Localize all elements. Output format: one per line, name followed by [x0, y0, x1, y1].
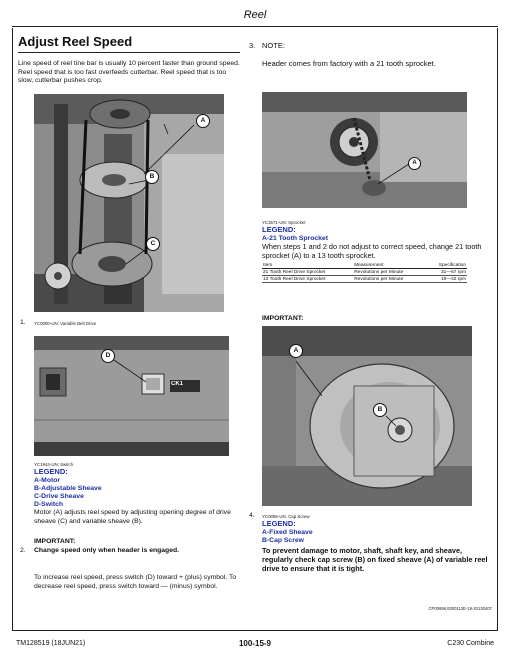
fig4-callout-a: A: [289, 344, 303, 358]
steps-paragraph: When steps 1 and 2 do not adjust to correct speed, change 21 tooth sprocket (A) to a 13 tooth sprocket.: [262, 242, 482, 260]
fig4-caption: YC0085-UN: Cap Screw: [262, 514, 310, 519]
belt-drive-photo: [34, 94, 224, 312]
note-label: NOTE:: [262, 41, 285, 50]
fig4-legend-item-cap-screw: B-Cap Screw: [262, 537, 304, 544]
page-footer: [16, 638, 494, 652]
section-title: Adjust Reel Speed: [18, 34, 133, 49]
motor-paragraph: Motor (A) adjusts reel speed by adjusting opening degree of drive sheave (C) and variable sheave (B).: [34, 509, 231, 525]
spec-row2-measurement: Revolutions per Minute: [353, 276, 425, 283]
fig1-step-number: 1.: [20, 319, 26, 326]
fig3-legend-item-sprocket: A-21 Tooth Sprocket: [262, 235, 328, 242]
step3-number: 3.: [249, 41, 256, 50]
fig1-callout-a: A: [196, 114, 210, 128]
fig4-legend-item-fixed-sheave: A-Fixed Sheave: [262, 529, 313, 536]
note-paragraph: Header comes from factory with a 21 tooth sprocket.: [262, 59, 436, 68]
important-label-2: IMPORTANT:: [262, 315, 304, 322]
spec-row1-item: 21 Tooth Reel Drive Sprocket: [262, 269, 353, 276]
important-text-1: Change speed only when header is engaged.: [34, 547, 180, 554]
fig4-legend-title: LEGEND:: [262, 519, 296, 528]
footer-model: C230 Combine: [447, 640, 494, 647]
table-row: [262, 269, 467, 276]
spec-header-measurement: Measurement: [353, 262, 425, 269]
spec-row2-specification: 19—42 rpm: [426, 276, 467, 283]
step4-number: 4.: [249, 512, 255, 519]
fig2-caption: YC1944-UN: Switch: [34, 462, 74, 467]
footer-manual-id: TM128519 (18JUN21): [16, 640, 86, 647]
step2-number: 2.: [20, 547, 26, 554]
spec-header-specification: Specification: [426, 262, 467, 269]
fig2-legend-item-switch: D-Switch: [34, 501, 64, 508]
important-label-1: IMPORTANT:: [34, 538, 76, 545]
spec-header-item: Item: [262, 262, 353, 269]
fig3-caption: YC3571-UN: Sprocket: [262, 220, 306, 225]
footer-page-number: 100-15-9: [238, 639, 272, 648]
page-header-title: Reel: [243, 9, 267, 21]
switch-photo: [34, 336, 229, 456]
intro-paragraph: Line speed of reel tine bar is usually 10 percent faster than ground speed. Reel speed that is too fast overfeeds cutterbar. Reel speed that is too slow, cutterbar pushes crop.: [18, 60, 240, 85]
increase-speed-paragraph: To increase reel speed, press switch (D) toward + (plus) symbol. To decrease reel speed, press switch toward — (minus) symbol.: [34, 574, 237, 590]
footer-rule: [12, 630, 498, 631]
table-row: [262, 276, 467, 283]
sprocket-photo: [262, 92, 467, 208]
fig2-legend-item-motor: A-Motor: [34, 477, 61, 484]
fig1-callout-b: B: [145, 170, 159, 184]
fig2-callout-d: D: [101, 349, 115, 363]
fig1-caption: YC0000-UN: Variable Belt Drive: [34, 321, 97, 326]
fig3-legend-title: LEGEND:: [262, 225, 296, 234]
switch-panel-label: CK1: [171, 381, 184, 387]
spec-row1-specification: 31—67 rpm: [426, 269, 467, 276]
header-rule: [12, 26, 498, 27]
fig1-callout-c: C: [146, 237, 160, 251]
fig4-callout-b: B: [373, 403, 387, 417]
fig3-callout-a: A: [408, 157, 421, 170]
spec-row2-item: 13 Tooth Reel Drive Sprocket: [262, 276, 353, 283]
prevent-damage-paragraph: To prevent damage to motor, shaft, shaft key, and sheave, regularly check cap screw (B) on fixed sheave (A) of variable reel drive to ensure that it is tight.: [262, 546, 488, 574]
spec-table: [262, 262, 467, 283]
section-rule: [18, 52, 240, 53]
fig2-legend-title: LEGEND:: [34, 467, 68, 476]
spec-row1-measurement: Revolutions per Minute: [353, 269, 425, 276]
document-code: CP00698,0000113E-19-20130407: [428, 606, 492, 611]
fig2-legend-item-drive-sheave: C-Drive Sheave: [34, 493, 84, 500]
fig2-legend-item-adjustable-sheave: B-Adjustable Sheave: [34, 485, 102, 492]
